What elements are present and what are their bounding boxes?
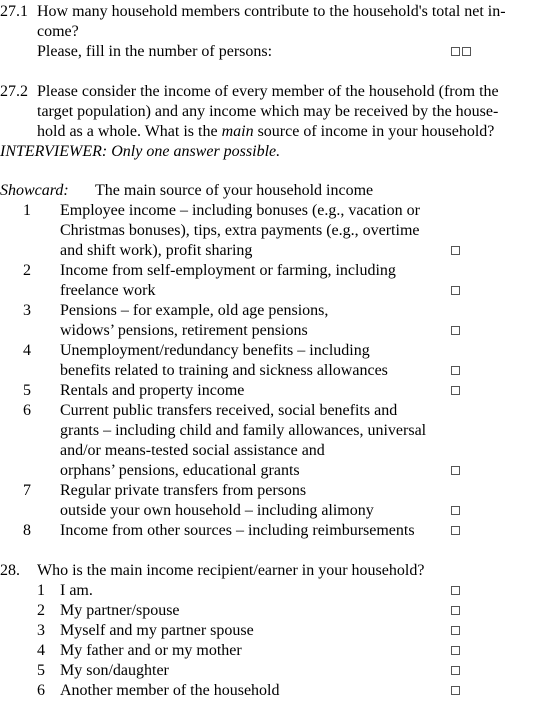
showcard-label: Showcard:: [0, 182, 69, 199]
option-text: Pensions – for example, old age pensions,: [60, 302, 329, 319]
q27-2-text-line2: target population) and any income which may be received by the house-: [37, 103, 499, 120]
option-3-checkbox[interactable]: [451, 326, 460, 335]
digit-box-1[interactable]: [451, 47, 460, 56]
option-text: freelance work: [60, 282, 156, 299]
option-1-checkbox[interactable]: [451, 246, 460, 255]
option-text: Myself and my partner spouse: [60, 622, 254, 639]
option-number: 7: [23, 482, 31, 499]
q27-1-text-line3: Please, fill in the number of persons:: [37, 43, 273, 60]
option-text: My son/daughter: [60, 662, 169, 679]
option-text: Unemployment/redundancy benefits – including: [60, 342, 370, 359]
option-number: 2: [37, 602, 45, 619]
option-8-checkbox[interactable]: [451, 526, 460, 535]
q28-option-4-checkbox[interactable]: [451, 646, 460, 655]
option-7-checkbox[interactable]: [451, 506, 460, 515]
option-number: 5: [37, 662, 45, 679]
option-text: orphans’ pensions, educational grants: [60, 462, 300, 479]
option-text: grants – including child and family allowances, universal: [60, 422, 427, 439]
option-4-checkbox[interactable]: [451, 366, 460, 375]
option-number: 6: [37, 682, 45, 699]
option-text: and/or means-tested social assistance and: [60, 442, 325, 459]
option-number: 6: [23, 402, 31, 419]
option-2-checkbox[interactable]: [451, 286, 460, 295]
option-text: I am.: [60, 582, 93, 599]
option-text: My partner/spouse: [60, 602, 180, 619]
option-text: Another member of the household: [60, 682, 280, 699]
q28-option-3-checkbox[interactable]: [451, 626, 460, 635]
option-number: 1: [23, 202, 31, 219]
q28-number: 28.: [0, 562, 20, 579]
option-text: Current public transfers received, social benefits and: [60, 402, 398, 419]
digit-box-2[interactable]: [462, 47, 471, 56]
option-5-checkbox[interactable]: [451, 386, 460, 395]
option-text: and shift work), profit sharing: [60, 242, 253, 259]
q27-2-number: 27.2: [0, 83, 28, 100]
option-6-checkbox[interactable]: [451, 466, 460, 475]
q27-2-text-line3: hold as a whole. What is the main source of income in your household?: [37, 123, 495, 140]
q27-1-number: 27.1: [0, 3, 28, 20]
q28-option-5-checkbox[interactable]: [451, 666, 460, 675]
option-number: 1: [37, 582, 45, 599]
option-text: Income from self-employment or farming, including: [60, 262, 396, 279]
q27-1-text-line2: come?: [37, 23, 79, 40]
option-number: 4: [37, 642, 45, 659]
q28-option-1-checkbox[interactable]: [451, 586, 460, 595]
interviewer-note: INTERVIEWER: Only one answer possible.: [0, 143, 281, 160]
q27-2-text-line1: Please consider the income of every member of the household (from the: [37, 83, 499, 100]
option-number: 3: [23, 302, 31, 319]
q28-question: Who is the main income recipient/earner in your household?: [37, 562, 425, 579]
option-text: Income from other sources – including reimbursements: [60, 522, 415, 539]
option-text: benefits related to training and sickness allowances: [60, 362, 388, 379]
option-text: My father and or my mother: [60, 642, 242, 659]
option-text: Regular private transfers from persons: [60, 482, 307, 499]
option-number: 2: [23, 262, 31, 279]
option-text: Rentals and property income: [60, 382, 245, 399]
q28-option-6-checkbox[interactable]: [451, 686, 460, 695]
option-number: 5: [23, 382, 31, 399]
emphasis-main: main: [221, 123, 254, 140]
option-number: 8: [23, 522, 31, 539]
option-number: 3: [37, 622, 45, 639]
option-text: Christmas bonuses), tips, extra payments (e.g., overtime: [60, 222, 420, 239]
option-text: outside your own household – including alimony: [60, 502, 374, 519]
option-text: Employee income – including bonuses (e.g., vacation or: [60, 202, 420, 219]
q27-1-text-line1: How many household members contribute to the household's total net in-: [37, 3, 506, 20]
q28-option-2-checkbox[interactable]: [451, 606, 460, 615]
option-number: 4: [23, 342, 31, 359]
showcard-title: The main source of your household income: [95, 182, 374, 199]
option-text: widows’ pensions, retirement pensions: [60, 322, 308, 339]
